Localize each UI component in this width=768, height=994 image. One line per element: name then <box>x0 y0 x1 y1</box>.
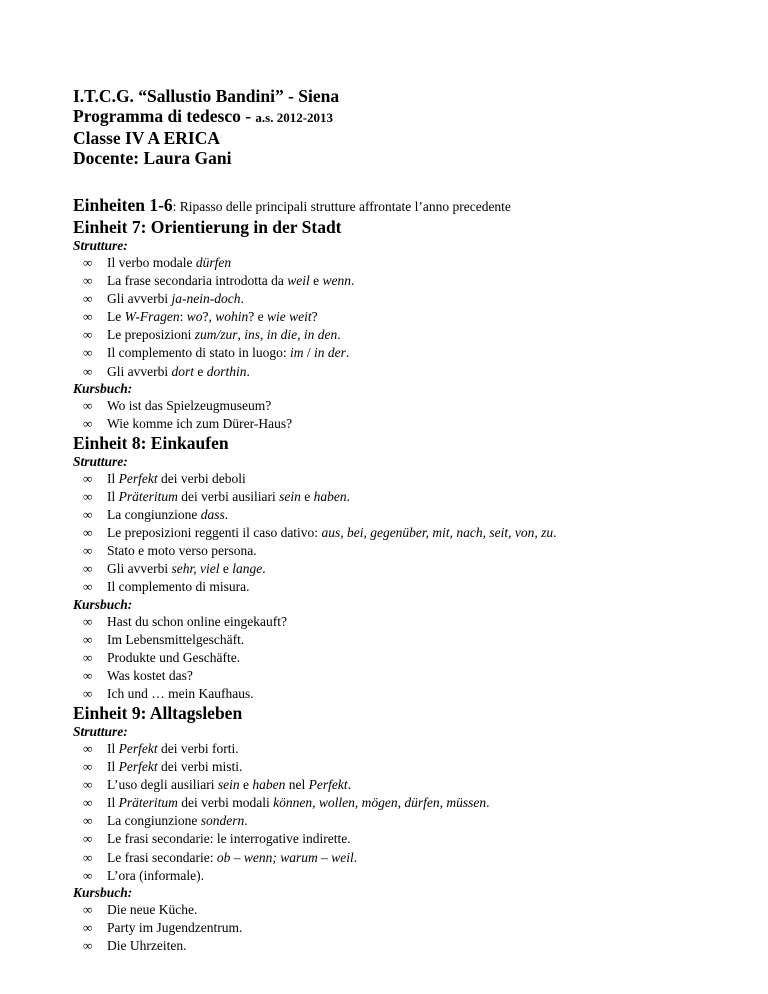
list-item <box>73 919 753 937</box>
unit-section <box>73 433 753 703</box>
infinity-bullet-icon: ∞ <box>83 488 93 504</box>
section-label: Strutture: <box>73 723 128 739</box>
list-item <box>73 667 753 685</box>
item-text: dei verbi ausiliari <box>177 488 280 504</box>
item-text: La congiunzione <box>107 507 201 523</box>
unit-section <box>73 217 753 433</box>
list-item <box>73 363 753 381</box>
item-text: Il complemento di stato in luogo: <box>107 345 290 361</box>
italic-term: Perfekt <box>118 740 158 756</box>
list-item <box>73 830 753 848</box>
unit-section <box>73 703 753 955</box>
item-text: dei verbi modali <box>177 795 274 811</box>
infinity-bullet-icon: ∞ <box>83 777 93 793</box>
item-text: L’ora (informale). <box>107 867 204 883</box>
item-text: Wie komme ich zum Dürer-Haus? <box>107 415 293 431</box>
infinity-bullet-icon: ∞ <box>83 291 93 307</box>
item-text: nel <box>285 777 309 793</box>
italic-term: ins <box>244 327 261 343</box>
section-label: Kursbuch: <box>73 596 133 612</box>
infinity-bullet-icon: ∞ <box>83 397 93 413</box>
units-container <box>73 217 753 955</box>
list-item <box>73 397 753 415</box>
item-text: . <box>240 291 244 307</box>
italic-term: im <box>289 345 304 361</box>
list-item <box>73 901 753 919</box>
item-text: Le <box>107 309 125 325</box>
program-subject: Programma di tedesco - <box>73 106 256 126</box>
item-text: . <box>346 488 350 504</box>
italic-term: wo <box>186 309 203 325</box>
school-name: I.T.C.G. “Sallustio Bandini” - Siena <box>73 86 340 106</box>
item-text: Was kostet das? <box>107 667 193 683</box>
list-item <box>73 470 753 488</box>
item-text: Il verbo modale <box>107 255 196 270</box>
section-label: Strutture: <box>73 238 128 253</box>
section-label: Kursbuch: <box>73 380 133 396</box>
infinity-bullet-icon: ∞ <box>83 561 93 577</box>
item-text: Il complemento di misura. <box>107 579 250 595</box>
teacher-name: Docente: Laura Gani <box>73 148 232 168</box>
program-title <box>73 106 339 128</box>
item-text: Im Lebensmittelgeschäft. <box>107 631 245 647</box>
list-item <box>73 326 753 344</box>
item-text: . <box>347 777 351 793</box>
item-text: ? <box>311 309 318 325</box>
item-text: Il <box>107 759 119 775</box>
infinity-bullet-icon: ∞ <box>83 867 93 883</box>
italic-term: ja-nein-doch <box>171 291 241 307</box>
item-text: Gli avverbi <box>107 291 172 307</box>
item-text: e <box>194 363 207 379</box>
bullet-list <box>73 901 753 955</box>
intro-line <box>73 195 753 217</box>
item-text: Hast du schon online eingekauft? <box>107 613 287 629</box>
item-text: Il <box>107 740 119 756</box>
item-text: La congiunzione <box>107 813 201 829</box>
item-text: Stato e moto verso persona. <box>107 543 257 559</box>
document-header <box>73 86 339 168</box>
italic-term: lange <box>232 561 263 577</box>
item-text: dei verbi misti. <box>157 759 243 775</box>
item-text: Party im Jugendzentrum. <box>107 919 243 935</box>
infinity-bullet-icon: ∞ <box>83 849 93 865</box>
infinity-bullet-icon: ∞ <box>83 543 93 559</box>
unit-title: Einheit 7: Orientierung in der Stadt <box>73 217 342 237</box>
item-text: . <box>345 345 350 361</box>
list-item <box>73 794 753 812</box>
italic-term: sein <box>217 777 240 793</box>
list-item <box>73 272 753 290</box>
item-text: Le frasi secondarie: <box>107 849 217 865</box>
list-item <box>73 254 753 272</box>
infinity-bullet-icon: ∞ <box>83 309 93 325</box>
item-text: ?, <box>202 309 216 325</box>
italic-term: ob – wenn; warum – weil <box>216 849 354 865</box>
italic-term: wenn <box>322 273 352 289</box>
item-text: Il <box>107 488 119 504</box>
intro-text: : Ripasso delle principali strutture affrontate l’anno precedente <box>172 199 511 214</box>
item-text: Il <box>107 470 119 486</box>
italic-term: dort <box>171 363 194 379</box>
item-text: dei verbi deboli <box>157 470 246 486</box>
item-text: Die neue Küche. <box>107 901 198 917</box>
item-text: : <box>179 309 187 325</box>
list-item <box>73 344 753 362</box>
item-text: . <box>486 795 490 811</box>
italic-term: sein <box>279 488 301 504</box>
item-text: . <box>244 813 248 829</box>
list-item <box>73 578 753 596</box>
item-text: Die Uhrzeiten. <box>107 937 187 953</box>
infinity-bullet-icon: ∞ <box>83 525 93 541</box>
italic-term: Perfekt <box>118 759 158 775</box>
list-item <box>73 685 753 703</box>
infinity-bullet-icon: ∞ <box>83 901 93 917</box>
italic-term: Präteritum <box>118 795 178 811</box>
infinity-bullet-icon: ∞ <box>83 919 93 935</box>
bullet-list <box>73 740 753 885</box>
item-text: . <box>553 525 557 541</box>
unit-title: Einheit 9: Alltagsleben <box>73 702 243 723</box>
item-text: . <box>337 327 341 343</box>
item-text: , <box>297 327 304 343</box>
item-text: . <box>353 849 358 865</box>
unit-title: Einheit 8: Einkaufen <box>73 432 229 453</box>
infinity-bullet-icon: ∞ <box>83 813 93 829</box>
school-year: a.s. 2012-2013 <box>255 110 334 125</box>
list-item <box>73 631 753 649</box>
italic-term: sehr, viel <box>171 561 220 577</box>
list-item <box>73 560 753 578</box>
item-text: e <box>309 273 323 289</box>
italic-term: in die <box>266 327 298 343</box>
item-text: e <box>219 561 233 577</box>
italic-term: sondern <box>200 813 245 829</box>
italic-term: dürfen <box>195 255 232 270</box>
document-body <box>73 195 753 955</box>
italic-term: haben <box>252 777 286 793</box>
italic-term: zum/zur <box>194 327 238 343</box>
infinity-bullet-icon: ∞ <box>83 795 93 811</box>
infinity-bullet-icon: ∞ <box>83 831 93 847</box>
list-item <box>73 740 753 758</box>
bullet-list <box>73 613 753 703</box>
item-text: Produkte und Geschäfte. <box>107 649 241 665</box>
infinity-bullet-icon: ∞ <box>83 649 93 665</box>
italic-term: wohin <box>215 309 249 325</box>
italic-term: aus, bei, gegenüber, mit, nach, seit, von, zu <box>321 525 554 541</box>
item-text: e <box>300 488 314 504</box>
list-item <box>73 867 753 885</box>
item-text: Le preposizioni <box>107 327 195 343</box>
infinity-bullet-icon: ∞ <box>83 759 93 775</box>
item-text: / <box>303 345 314 361</box>
item-text: Gli avverbi <box>107 561 172 577</box>
infinity-bullet-icon: ∞ <box>83 415 93 431</box>
italic-term: dass <box>200 507 225 523</box>
italic-term: weil <box>287 273 310 289</box>
bullet-list <box>73 397 753 433</box>
italic-term: W-Fragen <box>124 309 180 325</box>
infinity-bullet-icon: ∞ <box>83 937 93 953</box>
list-item <box>73 849 753 867</box>
infinity-bullet-icon: ∞ <box>83 667 93 683</box>
italic-term: haben <box>313 488 347 504</box>
infinity-bullet-icon: ∞ <box>83 613 93 629</box>
italic-term: Präteritum <box>118 488 178 504</box>
infinity-bullet-icon: ∞ <box>83 363 93 379</box>
infinity-bullet-icon: ∞ <box>83 740 93 756</box>
list-item <box>73 415 753 433</box>
item-text: . <box>351 273 355 289</box>
infinity-bullet-icon: ∞ <box>83 345 93 361</box>
infinity-bullet-icon: ∞ <box>83 470 93 486</box>
item-text: . <box>224 507 229 523</box>
item-text: . <box>262 561 266 577</box>
item-text: , <box>260 327 267 343</box>
list-item <box>73 488 753 506</box>
list-item <box>73 524 753 542</box>
section-label: Kursbuch: <box>73 884 133 900</box>
item-text: e <box>239 777 253 793</box>
item-text: Wo ist das Spielzeugmuseum? <box>107 397 272 413</box>
item-text: Le preposizioni reggenti il caso dativo: <box>107 525 322 541</box>
list-item <box>73 776 753 794</box>
item-text: L’uso degli ausiliari <box>107 777 218 793</box>
infinity-bullet-icon: ∞ <box>83 255 93 270</box>
item-text: , <box>237 327 245 343</box>
list-item <box>73 649 753 667</box>
italic-term: dorthin <box>206 363 247 379</box>
bullet-list <box>73 254 753 381</box>
item-text: ? e <box>248 309 268 325</box>
italic-term: in den <box>303 327 338 343</box>
list-item <box>73 542 753 560</box>
italic-term: Perfekt <box>118 470 158 486</box>
infinity-bullet-icon: ∞ <box>83 579 93 595</box>
item-text: . <box>246 363 250 379</box>
italic-term: Perfekt <box>308 777 348 793</box>
item-text: Le frasi secondarie: le interrogative indirette. <box>107 831 351 847</box>
italic-term: können, wollen, mögen, dürfen, müssen <box>273 795 487 811</box>
item-text: dei verbi forti. <box>157 740 239 756</box>
list-item <box>73 506 753 524</box>
item-text: Ich und … mein Kaufhaus. <box>107 685 254 701</box>
item-text: Il <box>107 795 119 811</box>
list-item <box>73 758 753 776</box>
item-text: La frase secondaria introdotta da <box>107 273 288 289</box>
italic-term: wie weit <box>267 309 312 325</box>
list-item <box>73 937 753 955</box>
section-label: Strutture: <box>73 453 128 469</box>
infinity-bullet-icon: ∞ <box>83 507 93 523</box>
list-item <box>73 290 753 308</box>
list-item <box>73 812 753 830</box>
infinity-bullet-icon: ∞ <box>83 327 93 343</box>
infinity-bullet-icon: ∞ <box>83 631 93 647</box>
intro-label: Einheiten 1-6 <box>73 195 173 215</box>
class-name: Classe IV A ERICA <box>73 128 220 148</box>
bullet-list <box>73 470 753 597</box>
list-item <box>73 308 753 326</box>
infinity-bullet-icon: ∞ <box>83 273 93 289</box>
italic-term: in der <box>314 345 346 361</box>
list-item <box>73 613 753 631</box>
infinity-bullet-icon: ∞ <box>83 685 93 701</box>
item-text: Gli avverbi <box>107 363 172 379</box>
